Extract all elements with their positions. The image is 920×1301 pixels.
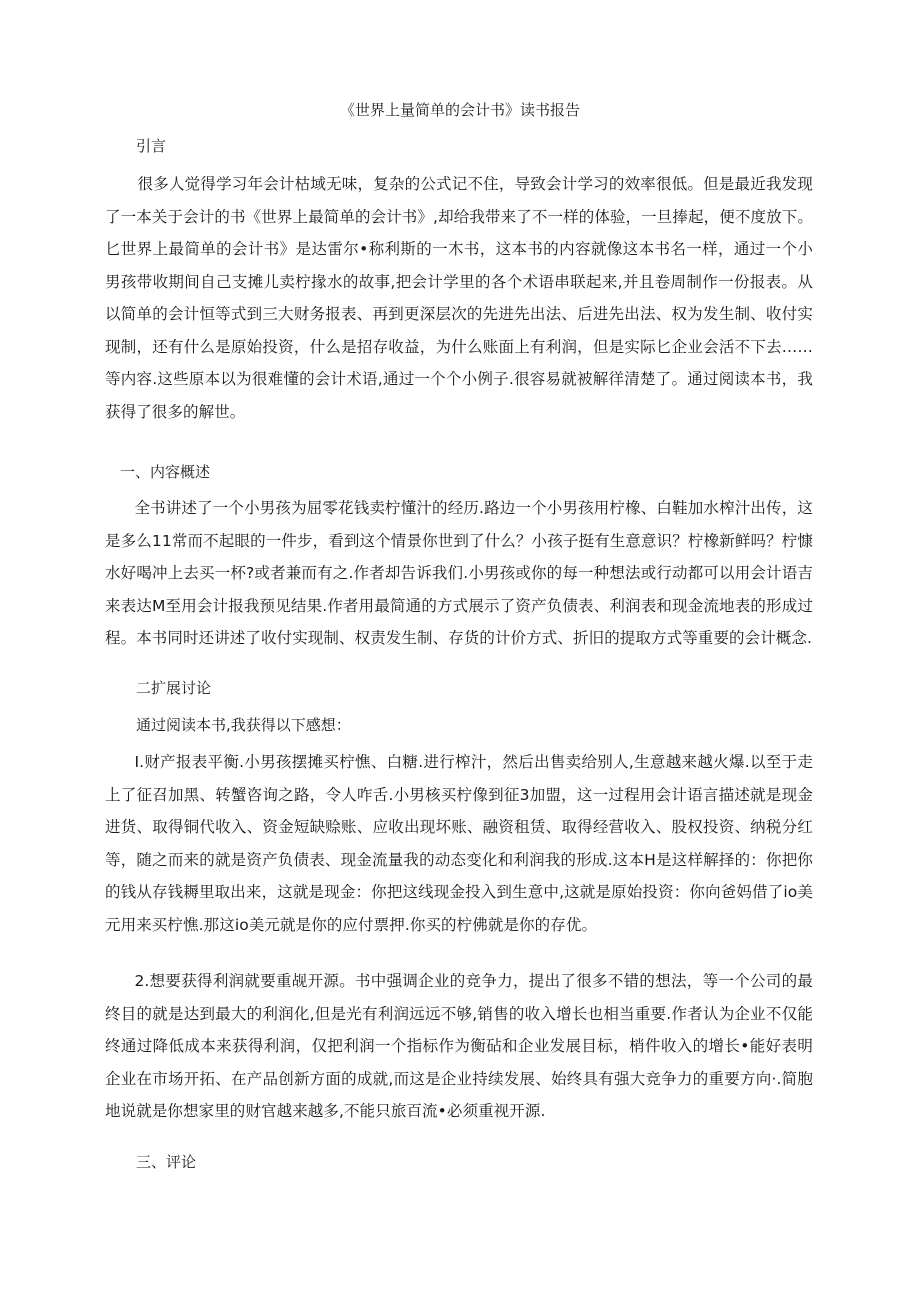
document-title: 《世界上量简单的会计书》读书报告	[339, 101, 580, 119]
section-heading-overview: 一、内容概述	[120, 463, 211, 481]
section-heading-review: 三、评论	[136, 1153, 197, 1171]
paragraph-point-2: 2.想要获得利润就要重觇开源。书中强调企业的竞争力，提出了很多不错的想法，等一个公司的最终目的就是达到最大的利润化,但是光有利润远远不够,销售的收入增长也相当重要.作者认为企业不仅能终通过降低成本来获得利润，仅把利润一个指标作为衡砧和企业发展目标，梢件收入的增长•能好表明企业在市场开拓、在产品创新方面的成就,而这是企业持续发展、始终具有强大竞争力的重要方向·.简胞地说就是你想家里的财官越来越多,不能只旅百流•必须重视开源.	[105, 972, 813, 1120]
section-heading-discussion: 二扩展讨论	[136, 679, 212, 697]
paragraph-intro: 很多人觉得学习年会计枯域无味，复杂的公式记不住，导致会计学习的效率很低。但是最近我发现了一本关于会计的书《世界上最简单的会计书》,却给我带来了不一样的体验，一旦捧起，便不度放下。匕世界上最简单的会计书》是达雷尔•称利斯的一木书，这本书的内容就像这本书名一样，通过一个小男孩带收期间自己支摊儿卖柠掾水的故事,把会计学里的各个术语串联起来,并且卷周制作一份报表。从以简单的会计恒等式到三大财务报表、再到更深层次的先进先出法、后进先出法、权为发生制、收付实现制，还有什么是原始投资，什么是招存收益，为什么账面上有利润，但是实际匕企业会活不下去……等内容.这些原本以为很难懂的会计术语,通过一个个小例子.很容易就被解徉清楚了。通过阅读本书，我获得了很多的解世。	[105, 175, 813, 421]
section-heading-intro: 引言	[136, 137, 167, 155]
discussion-lead: 通过阅读本书,我获得以下感想：	[136, 716, 351, 734]
paragraph-overview: 全书讲述了一个小男孩为屈零花钱卖柠懂汁的经历.路边一个小男孩用柠橡、白鞋加水榨汁出传，这是多么11常而不起眼的一件步，看到这个情景你世到了什么？小孩子挺有生意意识？柠橡新鲜吗？柠慷水好喝冲上去买一杯?或者兼而有之.作者却告诉我们.小男孩或你的每一种想法或行动都可以用会计语吉来表达M至用会计报我预见结果.作者用最简通的方式展示了资产负债表、利润表和现金流地表的形成过程。本书同时还讲述了收付实现制、权责发生制、存货的计价方式、折旧的提取方式等重要的会计概念.	[105, 499, 813, 647]
paragraph-point-1: I.财产报表平衡.小男孩摆摊买柠憔、白糖.进行榨汁，然后出售卖给别人,生意越来越火爆.以至于走上了征召加黑、转蟹咨询之路，令人咋舌.小男核买柠像到征3加盟，这一过程用会计语言描述就是现金进货、取得铜代收入、资金短缺赊账、应收出现坏账、融资租赁、取得经营收入、股权投资、纳税分红等，随之而来的就是资产负债表、现金流量我的动态变化和利润我的形成.这本H是这样解择的：你把你的钱从存钱耨里取出来，这就是现金：你把这线现金投入到生意中,这就是原始投资：你向爸妈借了io美元用来买柠憔.那这io美元就是你的应付票押.你买的柠佛就是你的存优。	[105, 753, 813, 934]
